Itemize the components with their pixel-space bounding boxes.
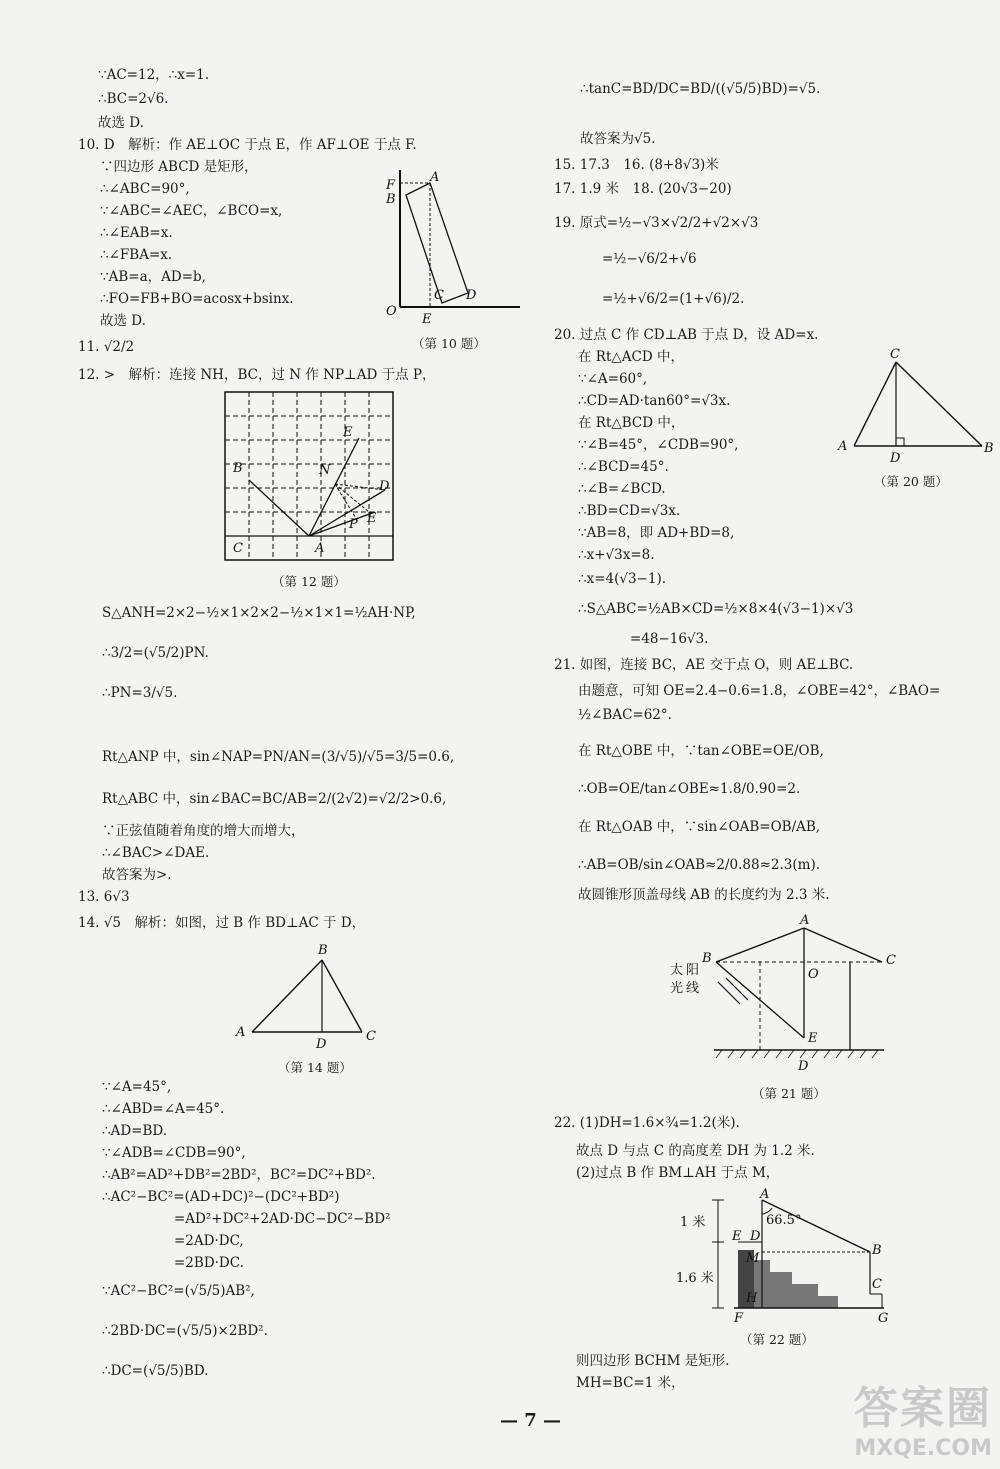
fig21-label: A xyxy=(800,913,810,928)
fig21-label: E xyxy=(808,1031,818,1046)
fig14-label: B xyxy=(318,943,328,958)
text-line: ∵AB=a，AD=b, xyxy=(100,269,206,285)
fig22-label: E xyxy=(732,1229,742,1244)
text-line: =2BD·DC. xyxy=(174,1255,244,1271)
text-line: ∴∠BCD=45°. xyxy=(578,459,669,475)
caption-fig21: （第 21 题） xyxy=(752,1086,826,1101)
fig22-label: A xyxy=(760,1187,770,1202)
fig12-label: E xyxy=(367,511,377,526)
fig22-label: B xyxy=(872,1243,882,1258)
text-line: 在 Rt△OAB 中，∵sin∠OAB=OB/AB, xyxy=(578,819,821,835)
text-line: ∴OB=OE/tan∠OBE≈1.8/0.90=2. xyxy=(578,781,801,797)
text-line: ∴x=4(√3−1). xyxy=(578,571,667,587)
fig22-label: 1.6 米 xyxy=(676,1271,714,1286)
text-line: Rt△ANP 中，sin∠NAP=PN/AN=(3/√5)/√5=3/5=0.6, xyxy=(102,749,455,765)
text-line: ∴AB=OB/sin∠OAB≈2/0.88≈2.3(m). xyxy=(578,857,821,873)
page-number: — 7 — xyxy=(500,1410,562,1431)
fig21-label: C xyxy=(886,953,896,968)
fig12-label: A xyxy=(315,541,325,556)
fig12-label: E xyxy=(343,425,353,440)
text-line: =AD²+DC²+2AD·DC−DC²−BD² xyxy=(174,1211,391,1227)
fig21-label: 光 xyxy=(670,981,684,996)
fig10-label: E xyxy=(422,312,432,327)
text-line: ∴AB²=AD²+DB²=2BD²，BC²=DC²+BD². xyxy=(102,1167,376,1183)
fig10-label: B xyxy=(386,192,396,207)
fig20-label: D xyxy=(890,451,901,466)
fig12-label: D xyxy=(379,479,390,494)
text-line: 在 Rt△BCD 中， xyxy=(578,415,685,431)
text-line: ½∠BAC=62°. xyxy=(578,707,672,723)
caption-fig10: （第 10 题） xyxy=(412,336,486,351)
fig20-label: B xyxy=(984,441,994,456)
text-line: ∴PN=3/√5. xyxy=(102,685,178,701)
fig10-label: C xyxy=(434,288,444,303)
text-line: (2)过点 B 作 BM⊥AH 于点 M， xyxy=(576,1165,780,1181)
answer-19: 19. 原式=½−√3×√2/2+√2×√3 xyxy=(554,215,759,231)
answer-12: 12. > 解析：连接 NH，BC，过 N 作 NP⊥AD 于点 P， xyxy=(78,367,436,383)
fig21-label: 线 xyxy=(686,981,700,996)
text-line: ∴∠BAC>∠DAE. xyxy=(102,845,210,861)
fig14-label: A xyxy=(236,1025,246,1040)
text-line: ∴BD=CD=√3x. xyxy=(578,503,681,519)
fig20-label: A xyxy=(838,439,848,454)
fig22-label: 1 米 xyxy=(680,1215,706,1230)
watermark-url: MXQE.COM xyxy=(854,1436,992,1461)
text-line: 在 Rt△ACD 中， xyxy=(578,349,684,365)
text-line: 故选 D. xyxy=(100,313,146,329)
text-line: ∴BC=2√6. xyxy=(98,91,169,107)
answer-15-16: 15. 17.3 16. (8+8√3)米 xyxy=(554,157,719,173)
figure-22 xyxy=(672,1187,892,1326)
fig22-label: C xyxy=(872,1277,882,1292)
fig22-label: M xyxy=(746,1251,760,1266)
caption-fig22: （第 22 题） xyxy=(740,1332,814,1347)
figure-12 xyxy=(225,392,397,562)
text-line: ∴FO=FB+BO=acosx+bsinx. xyxy=(100,291,294,307)
text-line: ∴∠B=∠BCD. xyxy=(578,481,666,497)
watermark-text: 答案圈 xyxy=(854,1383,992,1434)
fig22-label: G xyxy=(878,1311,889,1326)
text-line: ∵∠A=60°, xyxy=(578,371,648,387)
text-line: ∴S△ABC=½AB×CD=½×8×4(√3−1)×√3 xyxy=(578,601,854,617)
fig20-label: C xyxy=(890,347,900,362)
fig10-label: D xyxy=(466,288,477,303)
fig21-label: B xyxy=(702,951,712,966)
text-line: ∴2BD·DC=(√5/5)×2BD². xyxy=(102,1323,268,1339)
fig10-label: O xyxy=(386,304,397,319)
fig14-label: D xyxy=(316,1037,327,1052)
caption-fig14: （第 14 题） xyxy=(278,1060,352,1075)
fig21-label: 阳 xyxy=(686,963,700,978)
text-line: ∴∠EAB=x. xyxy=(100,225,173,241)
answer-17-18: 17. 1.9 米 18. (20√3−20) xyxy=(554,181,732,197)
answer-10: 10. D 解析：作 AE⊥OC 于点 E，作 AF⊥OE 于点 F. xyxy=(78,137,417,153)
text-line: 故答案为>. xyxy=(102,867,172,883)
text-line: ∴tanC=BD/DC=BD/((√5/5)BD)=√5. xyxy=(580,81,821,97)
text-line: ∵AB=8，即 AD+BD=8, xyxy=(578,525,735,541)
answer-21: 21. 如图，连接 BC，AE 交于点 O，则 AE⊥BC. xyxy=(554,657,854,673)
text-line: ∴CD=AD·tan60°=√3x. xyxy=(578,393,731,409)
text-line: Rt△ABC 中，sin∠BAC=BC/AB=2/(2√2)=√2/2>0.6, xyxy=(102,791,447,807)
text-line: ∵正弦值随着角度的增大而增大， xyxy=(102,823,305,839)
answer-22: 22. (1)DH=1.6×¾=1.2(米). xyxy=(554,1115,740,1131)
text-line: 故圆锥形顶盖母线 AB 的长度约为 2.3 米. xyxy=(578,887,830,903)
text-line: ∴AC²−BC²=(AD+DC)²−(DC²+BD²) xyxy=(102,1189,340,1205)
answer-14: 14. √5 解析：如图，过 B 作 BD⊥AC 于 D， xyxy=(78,915,366,931)
fig22-label: F xyxy=(734,1311,744,1326)
text-line: ∴AD=BD. xyxy=(102,1123,168,1139)
fig12-label: B xyxy=(233,461,243,476)
text-line: ∴x+√3x=8. xyxy=(578,547,655,563)
fig22-label: 66.5° xyxy=(766,1213,802,1228)
text-line: ∴∠FBA=x. xyxy=(100,247,173,263)
text-line: =48−16√3. xyxy=(630,631,709,647)
text-line: ∵AC=12，∴x=1. xyxy=(98,67,210,83)
fig12-label: P xyxy=(349,517,358,532)
caption-fig12: （第 12 题） xyxy=(272,574,346,589)
text-line: 故点 D 与点 C 的高度差 DH 为 1.2 米. xyxy=(576,1143,815,1159)
text-line: ∵∠B=45°，∠CDB=90°, xyxy=(578,437,739,453)
answer-13: 13. 6√3 xyxy=(78,889,130,905)
text-line: 则四边形 BCHM 是矩形. xyxy=(576,1353,730,1369)
answer-11: 11. √2/2 xyxy=(78,339,135,355)
fig10-label: F xyxy=(386,178,396,193)
text-line: ∴3/2=(√5/2)PN. xyxy=(102,645,209,661)
watermark xyxy=(854,1372,992,1461)
fig21-label: 太 xyxy=(670,963,684,978)
caption-fig20: （第 20 题） xyxy=(874,474,948,489)
text-line: ∵∠A=45°, xyxy=(102,1079,172,1095)
text-line: ∵AC²−BC²=(√5/5)AB², xyxy=(102,1283,255,1299)
text-line: =½−√6/2+√6 xyxy=(602,251,697,267)
fig12-label: N xyxy=(319,463,331,478)
answer-20: 20. 过点 C 作 CD⊥AB 于点 D，设 AD=x. xyxy=(554,327,819,343)
text-line: ∴DC=(√5/5)BD. xyxy=(102,1363,209,1379)
text-line: =½+√6/2=(1+√6)/2. xyxy=(602,291,745,307)
text-line: ∵∠ABC=∠AEC，∠BCO=x, xyxy=(100,203,283,219)
figure-14 xyxy=(232,940,392,1050)
figure-21 xyxy=(666,912,896,1074)
text-line: ∴∠ABD=∠A=45°. xyxy=(102,1101,225,1117)
figure-20 xyxy=(834,344,994,464)
fig12-label: C xyxy=(233,541,243,556)
fig22-label: D xyxy=(750,1229,761,1244)
figure-10 xyxy=(380,165,530,325)
fig22-label: H xyxy=(746,1291,758,1306)
text-line: 在 Rt△OBE 中，∵tan∠OBE=OE/OB, xyxy=(578,743,824,759)
fig21-label: O xyxy=(808,967,819,982)
text-line: 故答案为√5. xyxy=(580,131,656,147)
text-line: 由题意，可知 OE=2.4−0.6=1.8，∠OBE=42°，∠BAO= xyxy=(578,683,941,699)
text-line: ∵∠ADB=∠CDB=90°, xyxy=(102,1145,246,1161)
text-line: MH=BC=1 米， xyxy=(576,1375,685,1391)
fig21-label: D xyxy=(798,1059,809,1074)
text-line: ∴∠ABC=90°, xyxy=(100,181,190,197)
text-line: =2AD·DC, xyxy=(174,1233,244,1249)
fig10-label: A xyxy=(430,170,440,185)
text-line: S△ANH=2×2−½×1×2×2−½×1×1=½AH·NP, xyxy=(102,605,416,621)
text-line: ∵四边形 ABCD 是矩形， xyxy=(100,159,258,175)
text-line: 故选 D. xyxy=(98,115,144,131)
fig14-label: C xyxy=(366,1029,376,1044)
